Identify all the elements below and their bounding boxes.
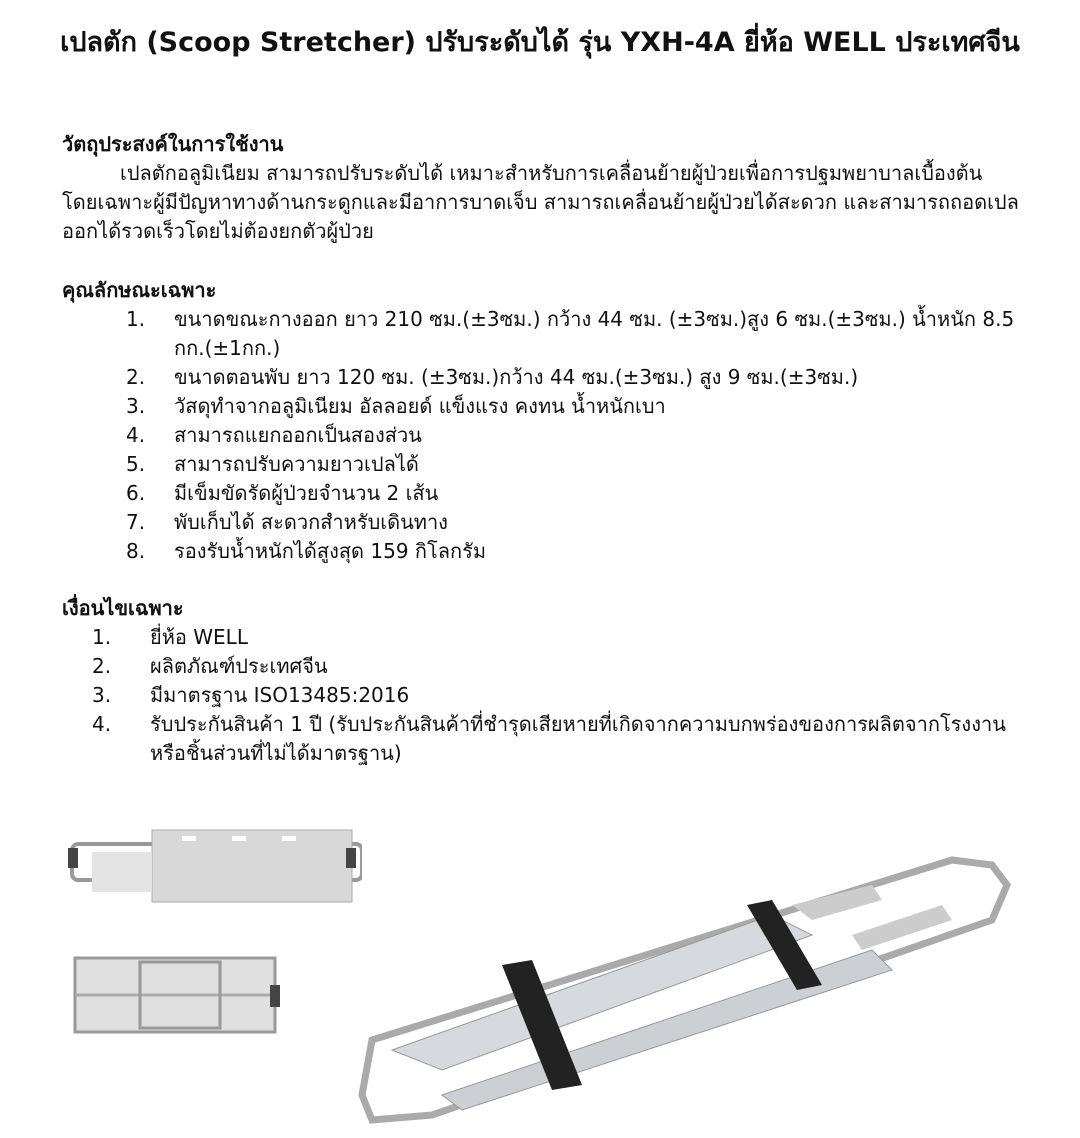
list-number: 5.	[126, 452, 146, 476]
list-number: 4.	[92, 712, 112, 736]
condition-item	[62, 652, 1022, 681]
list-number: 1.	[126, 307, 146, 331]
condition-text: ยี่ห้อ WELL	[150, 625, 248, 649]
spec-item	[62, 479, 1022, 508]
specs-heading: คุณลักษณะเฉพาะ	[62, 278, 217, 302]
list-number: 8.	[126, 539, 146, 563]
spec-text: พับเก็บได้ สะดวกสำหรับเดินทาง	[174, 510, 448, 534]
list-number: 2.	[126, 365, 146, 389]
spec-text: สามารถแยกออกเป็นสองส่วน	[174, 423, 422, 447]
specs-section	[62, 276, 1022, 566]
condition-text: รับประกันสินค้า 1 ปี (รับประกันสินค้าที่ชำรุดเสียหายที่เกิดจากความบกพร่องของการผลิตจากโรงงานหรือชิ้นส่วนที่ไม่ได้มาตรฐาน)	[150, 712, 1006, 765]
purpose-text: เปลตักอลูมิเนียม สามารถปรับระดับได้ เหมาะสำหรับการเคลื่อนย้ายผู้ป่วยเพื่อการปฐมพยาบาลเบื้องต้น โดยเฉพาะผู้มีปัญหาทางด้านกระดูกและมีอาการบาดเจ็บ สามารถเคลื่อนย้ายผู้ป่วยได้สะดวก และสามารถถอดเปลออกได้รวดเร็วโดยไม่ต้องยกตัวผู้ป่วย	[62, 161, 1019, 243]
page-title: เปลตัก (Scoop Stretcher) ปรับระดับได้ รุ่น YXH-4A ยี่ห้อ WELL ประเทศจีน	[60, 27, 1020, 58]
condition-text: ผลิตภัณฑ์ประเทศจีน	[150, 654, 328, 678]
spec-item	[62, 363, 1022, 392]
purpose-heading: วัตถุประสงค์ในการใช้งาน	[62, 132, 284, 156]
condition-item	[62, 681, 1022, 710]
stretcher-extended-image	[62, 822, 362, 922]
conditions-section	[62, 594, 1022, 768]
spec-item	[62, 392, 1022, 421]
spec-text: มีเข็มขัดรัดผู้ป่วยจำนวน 2 เส้น	[174, 481, 439, 505]
condition-item	[62, 710, 1022, 768]
spec-text: ขนาดตอนพับ ยาว 120 ซม. (±3ซม.)กว้าง 44 ซม.(±3ซม.) สูง 9 ซม.(±3ซม.)	[174, 365, 859, 389]
list-number: 7.	[126, 510, 146, 534]
stretcher-main-image	[352, 845, 1022, 1130]
list-number: 3.	[126, 394, 146, 418]
spec-item	[62, 508, 1022, 537]
spec-item	[62, 450, 1022, 479]
list-number: 4.	[126, 423, 146, 447]
spec-item	[62, 305, 1022, 363]
list-number: 2.	[92, 654, 112, 678]
spec-text: ขนาดขณะกางออก ยาว 210 ซม.(±3ซม.) กว้าง 44 ซม. (±3ซม.)สูง 6 ซม.(±3ซม.) น้ำหนัก 8.5 กก.(±1กก.)	[174, 307, 1015, 360]
condition-item	[62, 623, 1022, 652]
list-number: 6.	[126, 481, 146, 505]
conditions-heading: เงื่อนไขเฉพาะ	[62, 596, 184, 620]
spec-item	[62, 421, 1022, 450]
spec-text: รองรับน้ำหนักได้สูงสุด 159 กิโลกรัม	[174, 539, 487, 563]
list-number: 3.	[92, 683, 112, 707]
spec-item	[62, 537, 1022, 566]
spec-text: สามารถปรับความยาวเปลได้	[174, 452, 419, 476]
spec-text: วัสดุทำจากอลูมิเนียม อัลลอยด์ แข็งแรง คงทน น้ำหนักเบา	[174, 394, 666, 418]
purpose-section	[62, 130, 1022, 246]
stretcher-folded-image	[70, 950, 290, 1040]
list-number: 1.	[92, 625, 112, 649]
condition-text: มีมาตรฐาน ISO13485:2016	[150, 683, 410, 707]
